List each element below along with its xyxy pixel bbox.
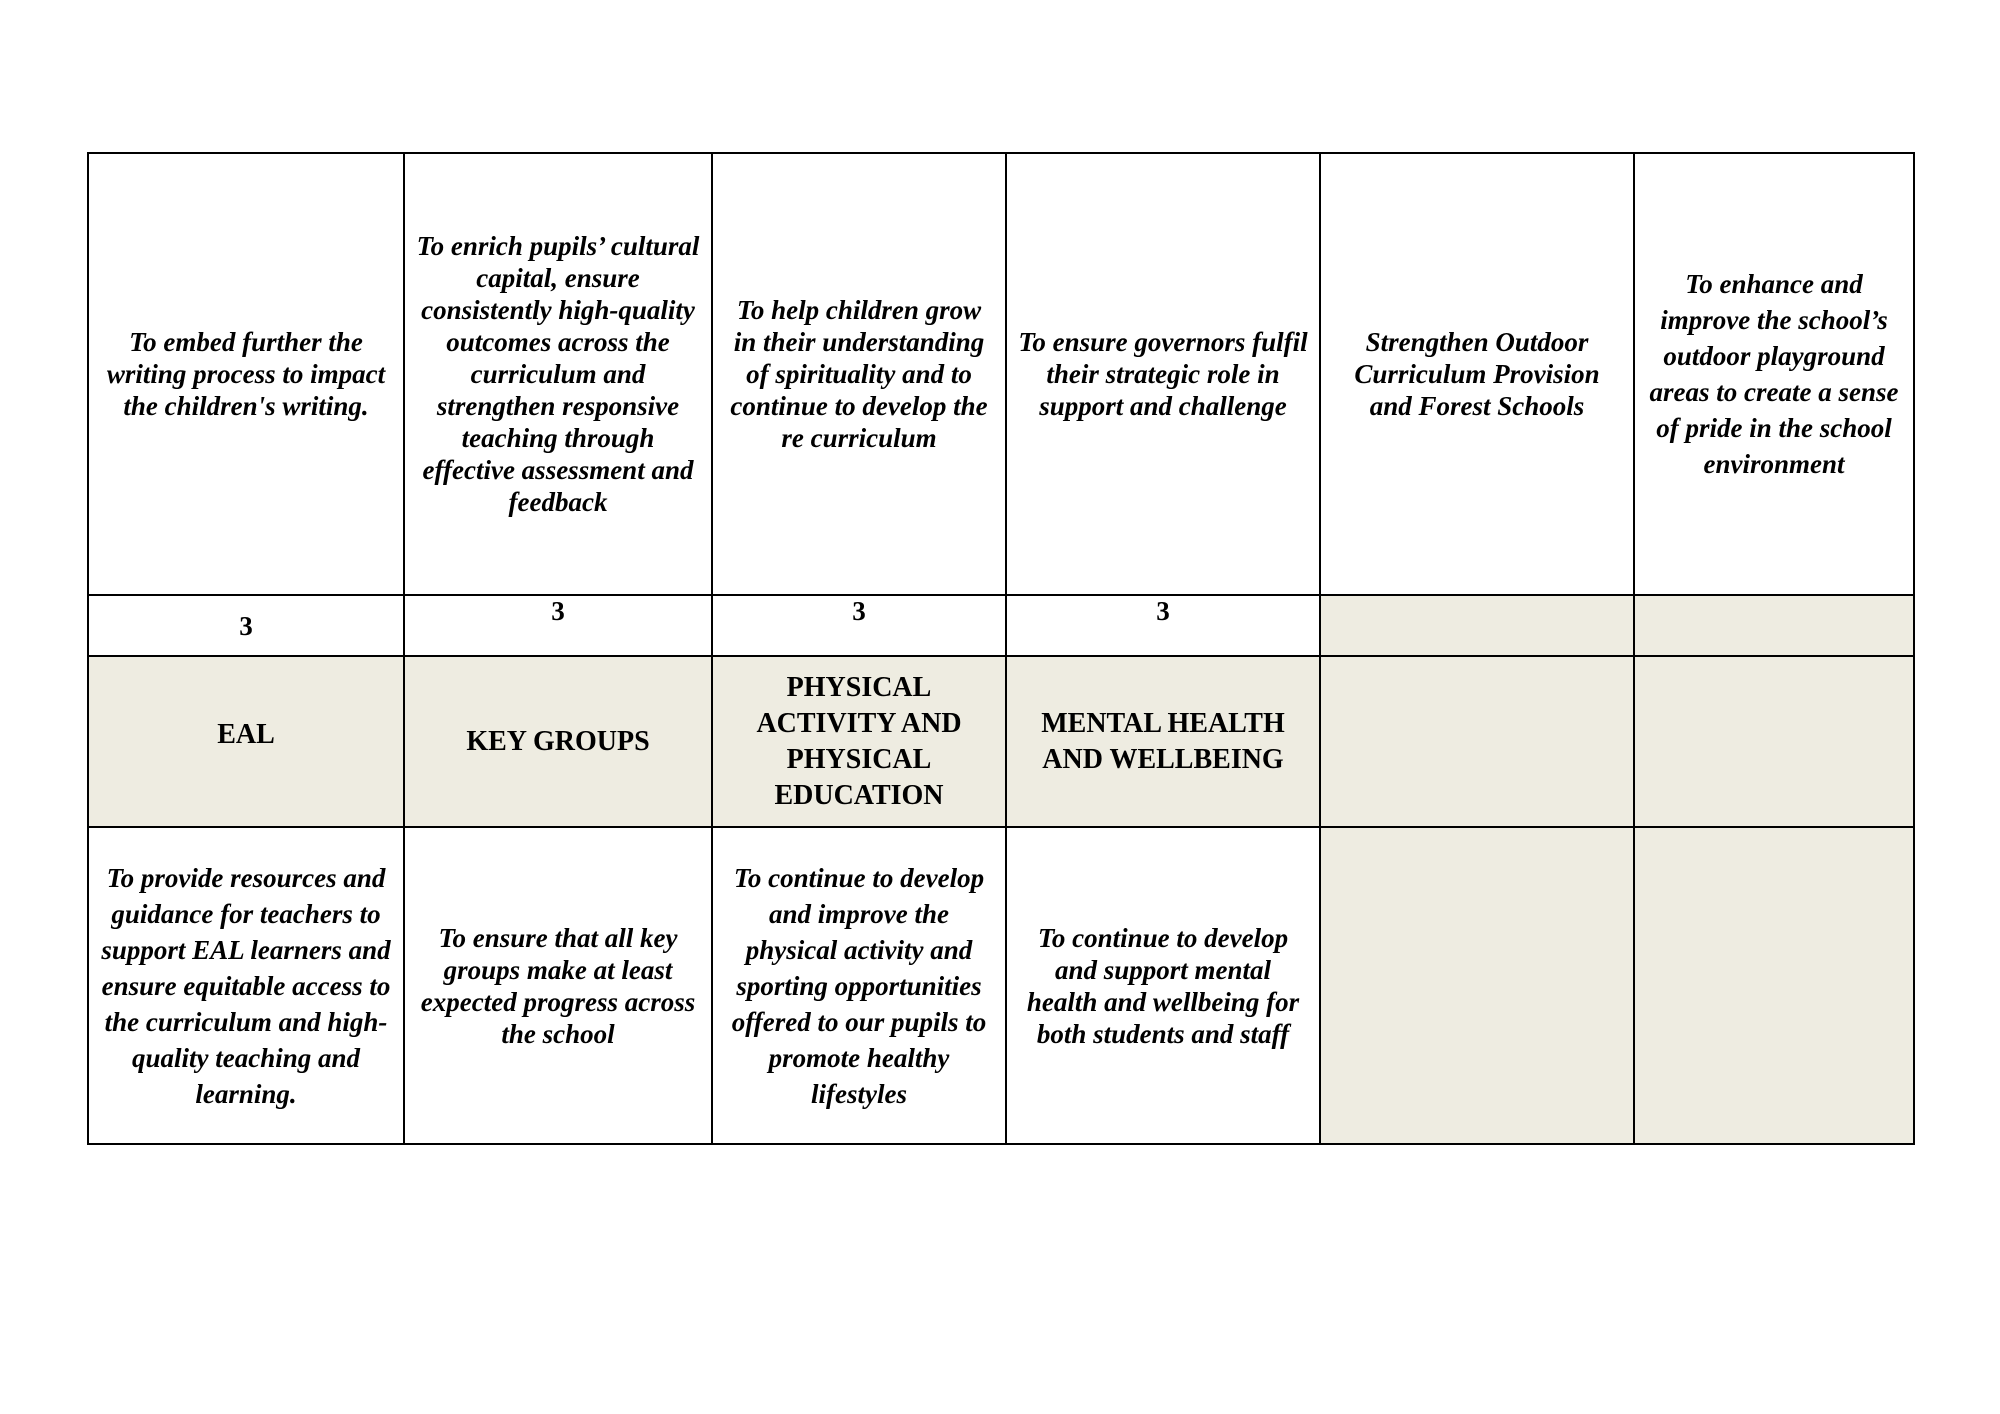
empty-shaded-cell: [1320, 656, 1634, 827]
empty-shaded-cell: [1634, 595, 1914, 656]
objectives-row: [88, 153, 1914, 595]
objective-cell-governors: To ensure governors fulfil their strategic role in support and challenge: [1006, 153, 1320, 595]
description-cell-mental-health: To continue to develop and support mental health and wellbeing for both students and staff: [1006, 827, 1320, 1144]
objective-cell-cultural-capital: To enrich pupils’ cultural capital, ensure consistently high-quality outcomes across the curriculum and strengthen responsive teaching through effective assessment and feedback: [404, 153, 712, 595]
description-cell-key-groups: To ensure that all key groups make at least expected progress across the school: [404, 827, 712, 1144]
objective-cell-spirituality: To help children grow in their understanding of spirituality and to continue to develop the re curriculum: [712, 153, 1006, 595]
descriptions-row: [88, 827, 1914, 1144]
empty-shaded-cell: [1634, 827, 1914, 1144]
objective-cell-writing: To embed further the writing process to impact the children's writing.: [88, 153, 404, 595]
description-cell-eal: To provide resources and guidance for teachers to support EAL learners and ensure equitable access to the curriculum and high-quality teaching and learning.: [88, 827, 404, 1144]
empty-shaded-cell: [1320, 595, 1634, 656]
heading-cell-eal: EAL: [88, 656, 404, 827]
heading-cell-key-groups: KEY GROUPS: [404, 656, 712, 827]
number-cell: 3: [88, 595, 404, 656]
objective-cell-playground: To enhance and improve the school’s outdoor playground areas to create a sense of pride in the school environment: [1634, 153, 1914, 595]
number-row: [88, 595, 1914, 656]
number-cell: 3: [404, 595, 712, 656]
priorities-table: [87, 152, 1915, 1145]
number-cell: 3: [712, 595, 1006, 656]
heading-cell-mental-health: MENTAL HEALTH AND WELLBEING: [1006, 656, 1320, 827]
empty-shaded-cell: [1634, 656, 1914, 827]
description-cell-physical-activity: To continue to develop and improve the physical activity and sporting opportunities offered to our pupils to promote healthy lifestyles: [712, 827, 1006, 1144]
heading-cell-physical-activity: PHYSICAL ACTIVITY AND PHYSICAL EDUCATION: [712, 656, 1006, 827]
number-cell: 3: [1006, 595, 1320, 656]
headings-row: [88, 656, 1914, 827]
empty-shaded-cell: [1320, 827, 1634, 1144]
objective-cell-outdoor-curriculum: Strengthen Outdoor Curriculum Provision and Forest Schools: [1320, 153, 1634, 595]
